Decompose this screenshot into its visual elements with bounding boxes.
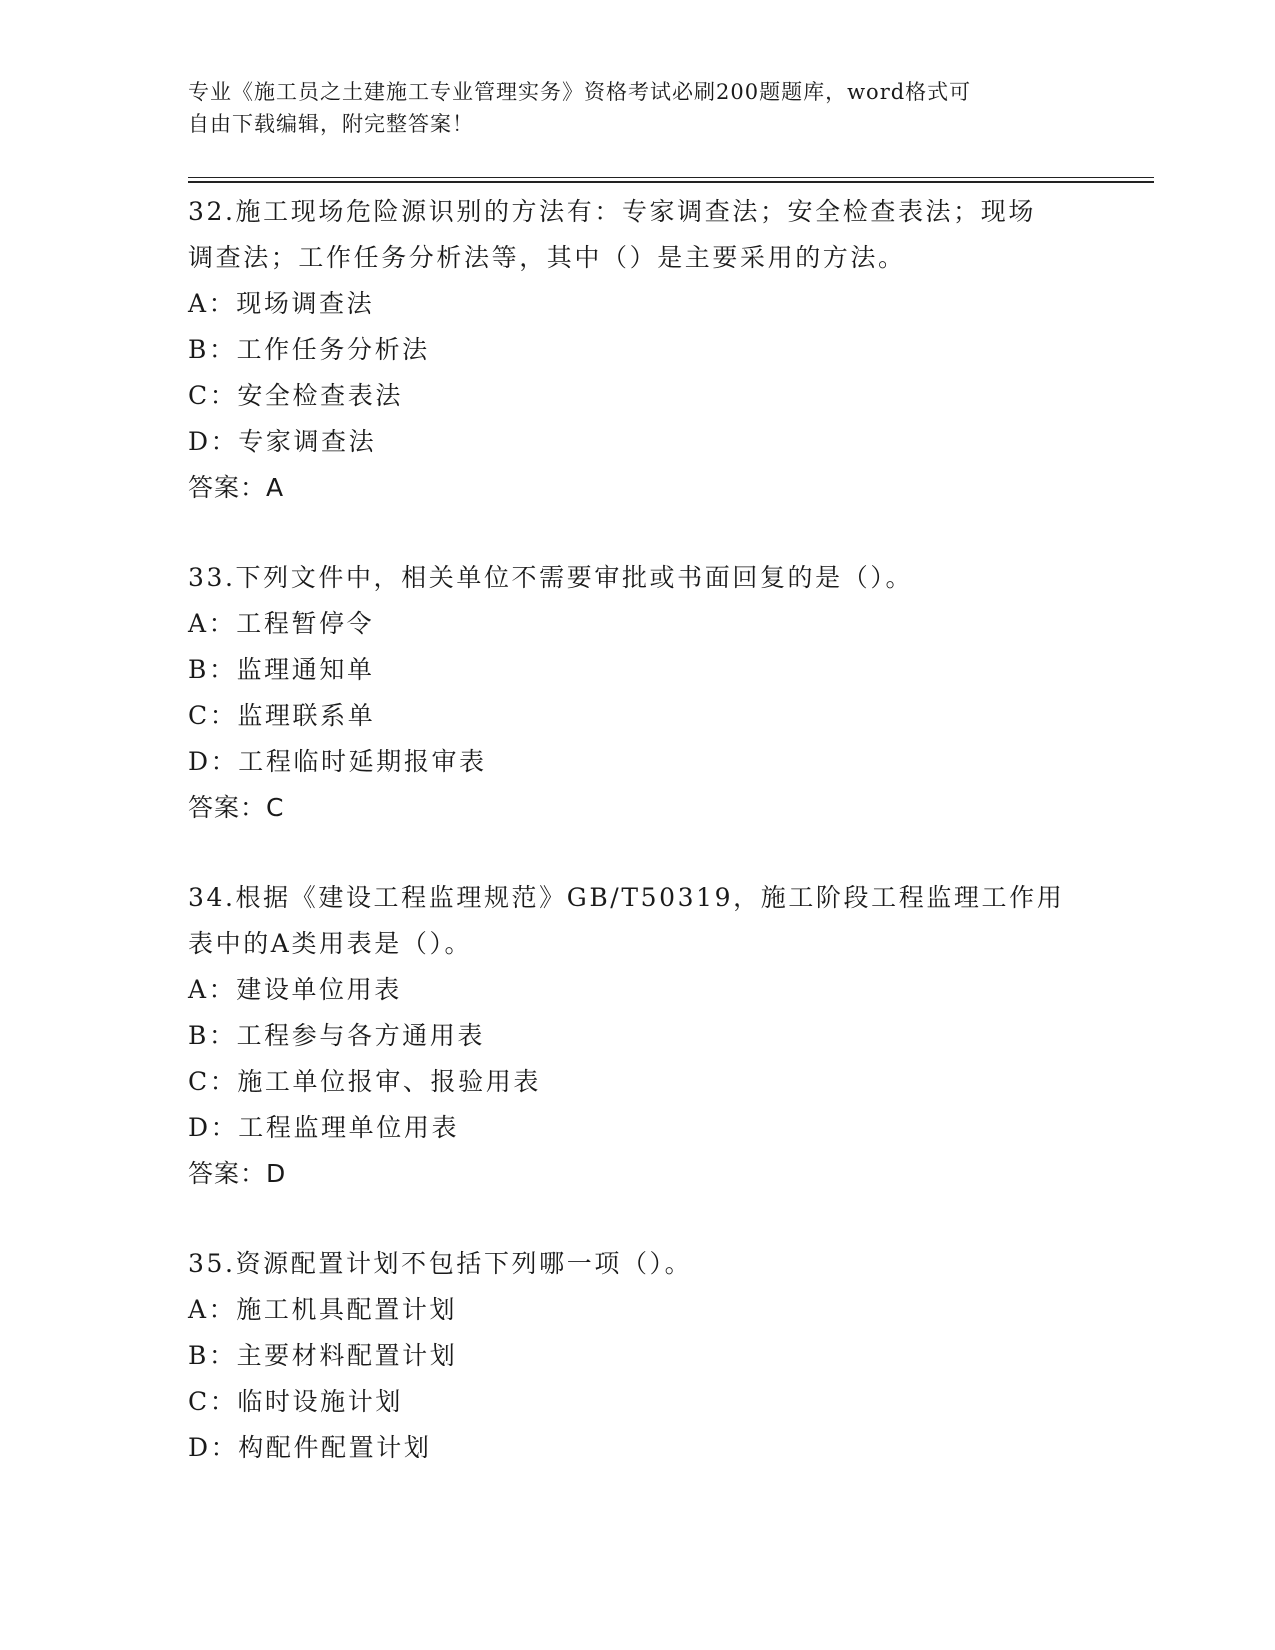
question-32	[188, 189, 1088, 511]
option-b: B：工程参与各方通用表	[188, 1021, 485, 1050]
question-list	[188, 189, 1088, 1471]
header-line-1: 专业《施工员之土建施工专业管理实务》资格考试必刷200题题库，word格式可	[188, 80, 972, 104]
option-a: A：建设单位用表	[188, 975, 402, 1004]
question-spacer	[188, 511, 1088, 555]
option-d: D：专家调查法	[188, 427, 377, 456]
answer-line: 答案：C	[188, 793, 285, 822]
option-d: D：构配件配置计划	[188, 1433, 432, 1462]
option-b: B：主要材料配置计划	[188, 1341, 458, 1370]
option-a: A：施工机具配置计划	[188, 1295, 458, 1324]
header-divider-thin	[188, 177, 1154, 178]
question-33	[188, 555, 1088, 831]
option-d: D：工程监理单位用表	[188, 1113, 460, 1142]
option-a: A：工程暂停令	[188, 609, 375, 638]
question-35	[188, 1241, 1088, 1471]
question-stem-line: 调查法；工作任务分析法等，其中（）是主要采用的方法。	[188, 243, 906, 272]
answer-line: 答案：A	[188, 473, 285, 502]
question-stem-line: 33.下列文件中，相关单位不需要审批或书面回复的是（）。	[188, 563, 914, 592]
answer-line: 答案：D	[188, 1159, 287, 1188]
header-divider-thick	[188, 181, 1154, 183]
question-34	[188, 875, 1088, 1197]
option-c: C：临时设施计划	[188, 1387, 403, 1416]
question-spacer	[188, 831, 1088, 875]
document-header	[188, 76, 1088, 140]
option-d: D：工程临时延期报审表	[188, 747, 487, 776]
header-line-2: 自由下载编辑，附完整答案！	[188, 112, 474, 136]
question-stem-line: 34.根据《建设工程监理规范》GB/T50319，施工阶段工程监理工作用	[188, 883, 1065, 912]
option-b: B：监理通知单	[188, 655, 375, 684]
option-a: A：现场调查法	[188, 289, 375, 318]
option-c: C：施工单位报审、报验用表	[188, 1067, 541, 1096]
question-stem-line: 表中的A类用表是（）。	[188, 929, 473, 958]
option-c: C：监理联系单	[188, 701, 376, 730]
question-stem-line: 35.资源配置计划不包括下列哪一项（）。	[188, 1249, 693, 1278]
option-b: B：工作任务分析法	[188, 335, 430, 364]
option-c: C：安全检查表法	[188, 381, 403, 410]
question-spacer	[188, 1197, 1088, 1241]
question-stem-line: 32.施工现场危险源识别的方法有：专家调查法；安全检查表法；现场	[188, 197, 1036, 226]
